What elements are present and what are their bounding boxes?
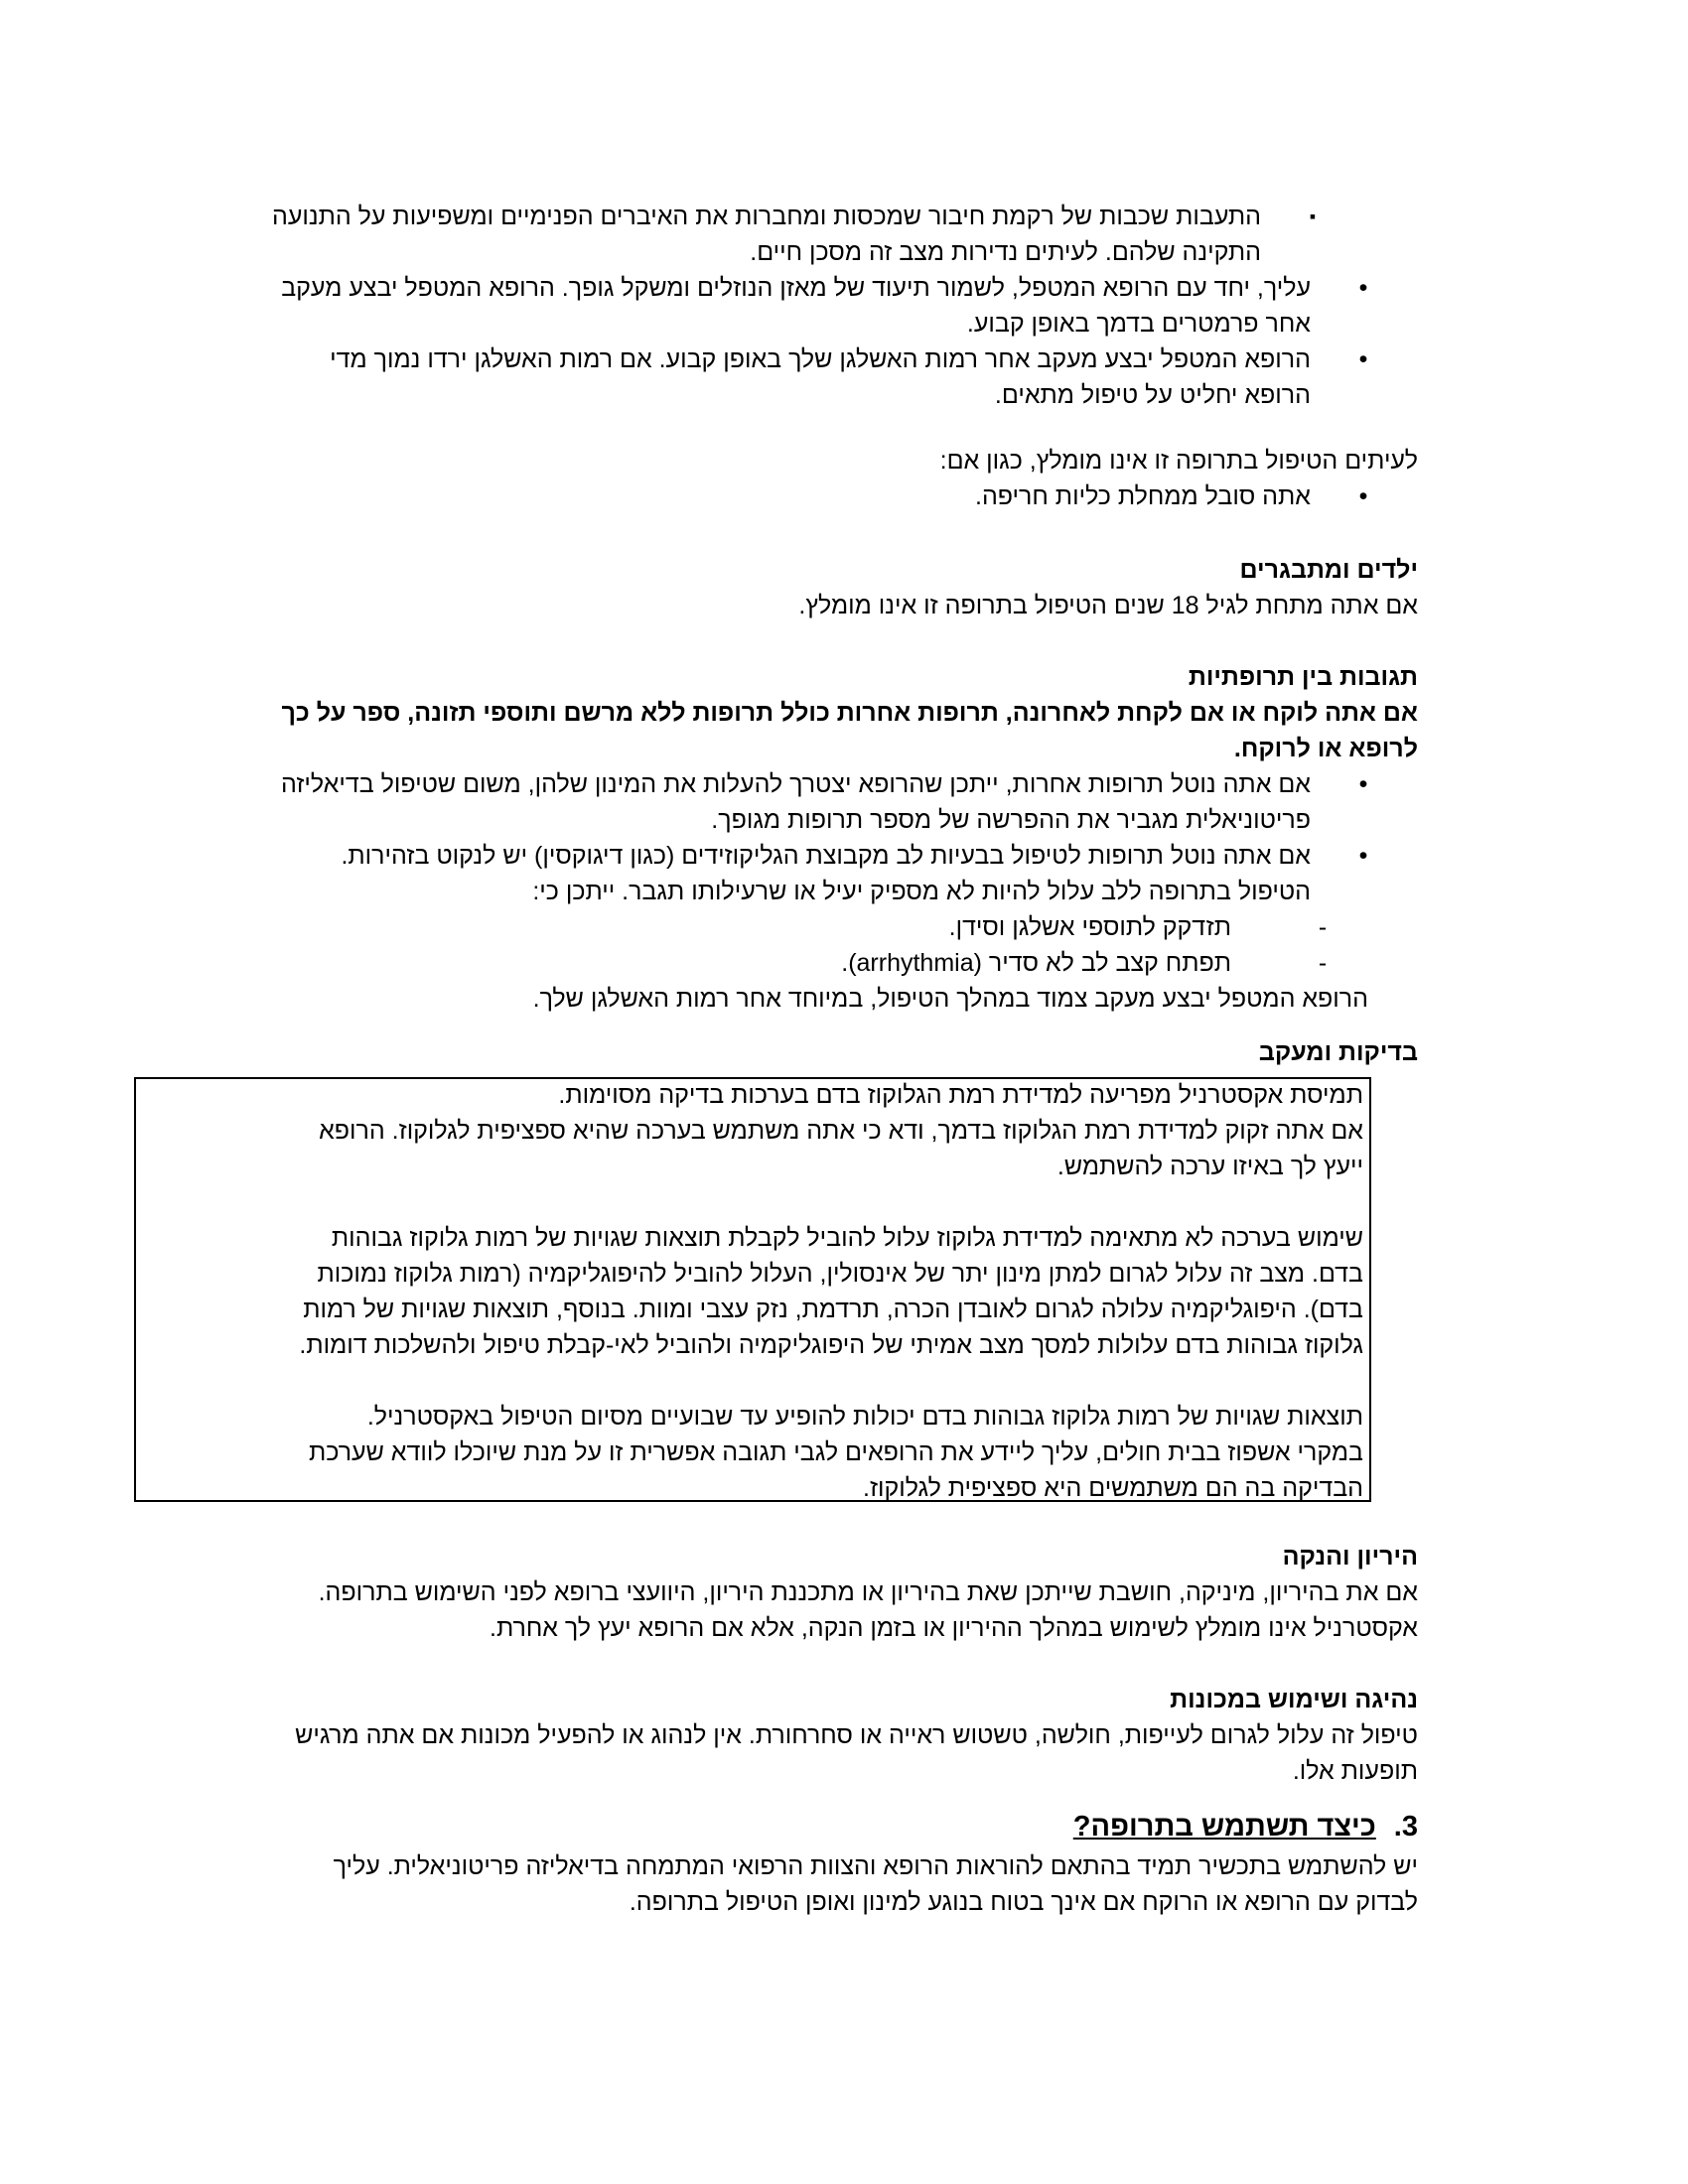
section-heading-driving: נהיגה ושימוש במכונות: [1170, 1686, 1418, 1713]
not-recommended-intro: לעיתים הטיפול בתרופה זו אינו מומלץ, כגון אם:: [939, 447, 1418, 475]
list-item-line: פריטוניאלית מגביר את ההפרשה של מספר תרופות מגופך.: [711, 806, 1311, 834]
pregnancy-text: [107, 1574, 1418, 1646]
driving-text: [107, 1717, 1418, 1789]
paragraph-line: במקרי אשפוז בבית חולים, עליך ליידע את הרופאים לגבי תגובה אפשרית זו על מנת שיוכלו לוודא שערכת: [309, 1438, 1363, 1466]
paragraph-line: אם את בהיריון, מיניקה, חושבת שייתכן שאת בהיריון או מתכננת היריון, היוועצי ברופא לפני השימוש בתרופה.: [318, 1578, 1418, 1606]
section-heading-interactions: תגובות בין תרופתיות: [1188, 663, 1418, 691]
paragraph-line: טיפול זה עלול לגרום לעייפות, חולשה, טשטוש ראייה או סחרחורת. אין לנהוג או להפעיל מכונות אם אתה מרגיש: [295, 1721, 1418, 1749]
list-item-line: אחר פרמטרים בדמך באופן קבוע.: [966, 310, 1311, 338]
paragraph-line: יש להשתמש בתכשיר תמיד בהתאם להוראות הרופא והצוות הרפואי המתמחה בדיאליזה פריטוניאלית. עליך: [333, 1852, 1418, 1880]
list-item-line: אם אתה נוטל תרופות לטיפול בבעיות לב מקבוצת הגליקוזידים (כגון דיגוקסין) יש לנקוט בזהירות.: [341, 842, 1311, 870]
section-heading-pregnancy: היריון והנקה: [1282, 1543, 1418, 1570]
paragraph-line: אקסטרניל אינו מומלץ לשימוש במהלך ההיריון או בזמן הנקה, אלא אם הרופא יעץ לך אחרת.: [490, 1614, 1418, 1642]
list-item-line: אם אתה נוטל תרופות אחרות, ייתכן שהרופא יצטרך להעלות את המינון שלהן, משום שטיפול בדיאליזה: [281, 770, 1311, 798]
section-3-text: [107, 1848, 1418, 1920]
warning-line: אם אתה לוקח או אם לקחת לאחרונה, תרופות אחרות כולל תרופות ללא מרשם ותוספי תזונה, ספר על כך: [281, 699, 1418, 727]
paragraph-line: תוצאות שגויות של רמות גלוקוז גבוהות בדם יכולות להופיע עד שבועיים מסיום הטיפול באקסטרניל.: [366, 1403, 1363, 1431]
tests-paragraph: [136, 1399, 1363, 1506]
list-item-line: התעבות שכבות של רקמת חיבור שמכסות ומחברות את האיברים הפנימיים ומשפיעות על התנועה: [272, 203, 1261, 230]
section-title: כיצד תשתמש בתרופה?: [1072, 1811, 1376, 1843]
dash-marker: -: [1318, 949, 1328, 977]
square-bullet-icon: ▪: [1309, 206, 1317, 226]
section-3-heading: [524, 1807, 1418, 1846]
section-heading-children: ילדים ומתבגרים: [1239, 556, 1418, 584]
paragraph-line: אם אתה זקוק למדידת רמת הגלוקוז בדמך, ודא כי אתה משתמש בערכה שהיא ספציפית לגלוקוז. הרופא: [319, 1117, 1363, 1145]
list-item-line: הרופא יחליט על טיפול מתאים.: [994, 381, 1311, 409]
paragraph-line: בדם). היפוגליקמיה עלולה לגרום לאובדן הכרה, תרדמת, נזק עצבי ומוות. בנוסף, תוצאות שגויות של רמות: [303, 1296, 1363, 1323]
bullet-icon: •: [1358, 482, 1368, 510]
list-item-line: התקינה שלהם. לעיתים נדירות מצב זה מסכן חיים.: [750, 238, 1261, 266]
dash-marker: -: [1318, 913, 1328, 941]
list-item: [149, 341, 1311, 413]
paragraph-line: תופעות אלו.: [1292, 1757, 1418, 1785]
list-item-line: הרופא המטפל יבצע מעקב אחר רמות האשלגן שלך באופן קבוע. אם רמות האשלגן ירדו נמוך מדי: [330, 345, 1311, 373]
warning-line: לרופא או לרוקח.: [1233, 735, 1418, 762]
tests-paragraph: [136, 1077, 1363, 1184]
paragraph-line: שימוש בערכה לא מתאימה למדידת גלוקוז עלול להוביל לקבלת תוצאות שגויות של רמות גלוקוז גבוהות: [331, 1224, 1363, 1252]
bullet-icon: •: [1358, 274, 1368, 302]
children-text: אם אתה מתחת לגיל 18 שנים הטיפול בתרופה זו אינו מומלץ.: [798, 592, 1418, 619]
section-number: 3.: [1393, 1811, 1418, 1843]
sub-list-item: תזדקק לתוספי אשלגן וסידן.: [948, 913, 1231, 941]
bullet-icon: •: [1358, 345, 1368, 373]
list-item: [149, 270, 1311, 341]
bullet-icon: •: [1358, 842, 1368, 870]
section-heading-tests: בדיקות ומעקב: [1258, 1038, 1418, 1066]
paragraph-line: ייעץ לך באיזו ערכה להשתמש.: [1056, 1153, 1363, 1180]
interactions-warning: [127, 695, 1418, 766]
list-item-line: עליך, יחד עם הרופא המטפל, לשמור תיעוד של מאזן הנוזלים ומשקל גופך. הרופא המטפל יבצע מעקב: [281, 274, 1311, 302]
list-item: [129, 199, 1261, 270]
paragraph-line: גלוקוז גבוהות בדם עלולות למסך מצב אמיתי של היפוגליקמיה ולהוביל לאי-קבלת טיפול ולהשלכות דומות.: [299, 1331, 1363, 1359]
paragraph-line: לבדוק עם הרופא או הרוקח אם אינך בטוח בנוגע למינון ואופן הטיפול בתרופה.: [629, 1888, 1418, 1916]
paragraph-line: הבדיקה בה הם משתמשים היא ספציפית לגלוקוז.: [863, 1474, 1363, 1502]
sub-list-item: תפתח קצב לב לא סדיר (arrhythmia).: [841, 949, 1231, 977]
list-item: [119, 766, 1311, 838]
tests-paragraph: [136, 1220, 1363, 1363]
paragraph-line: בדם. מצב זה עלול לגרום למתן מינון יתר של אינסולין, העלול להוביל להיפוגליקמיה (רמות גלוקוז נמוכות: [317, 1260, 1363, 1288]
list-item: [119, 838, 1311, 909]
interactions-followup: הרופא המטפל יבצע מעקב צמוד במהלך הטיפול, במיוחד אחר רמות האשלגן שלך.: [532, 985, 1368, 1013]
list-item-line: הטיפול בתרופה ללב עלול להיות לא מספיק יעיל או שרעילותו תגבר. ייתכן כי:: [532, 878, 1311, 905]
list-item: אתה סובל ממחלת כליות חריפה.: [975, 482, 1311, 510]
paragraph-line: תמיסת אקסטרניל מפריעה למדידת רמת הגלוקוז בדם בערכות בדיקה מסוימות.: [558, 1081, 1363, 1109]
bullet-icon: •: [1358, 770, 1368, 798]
